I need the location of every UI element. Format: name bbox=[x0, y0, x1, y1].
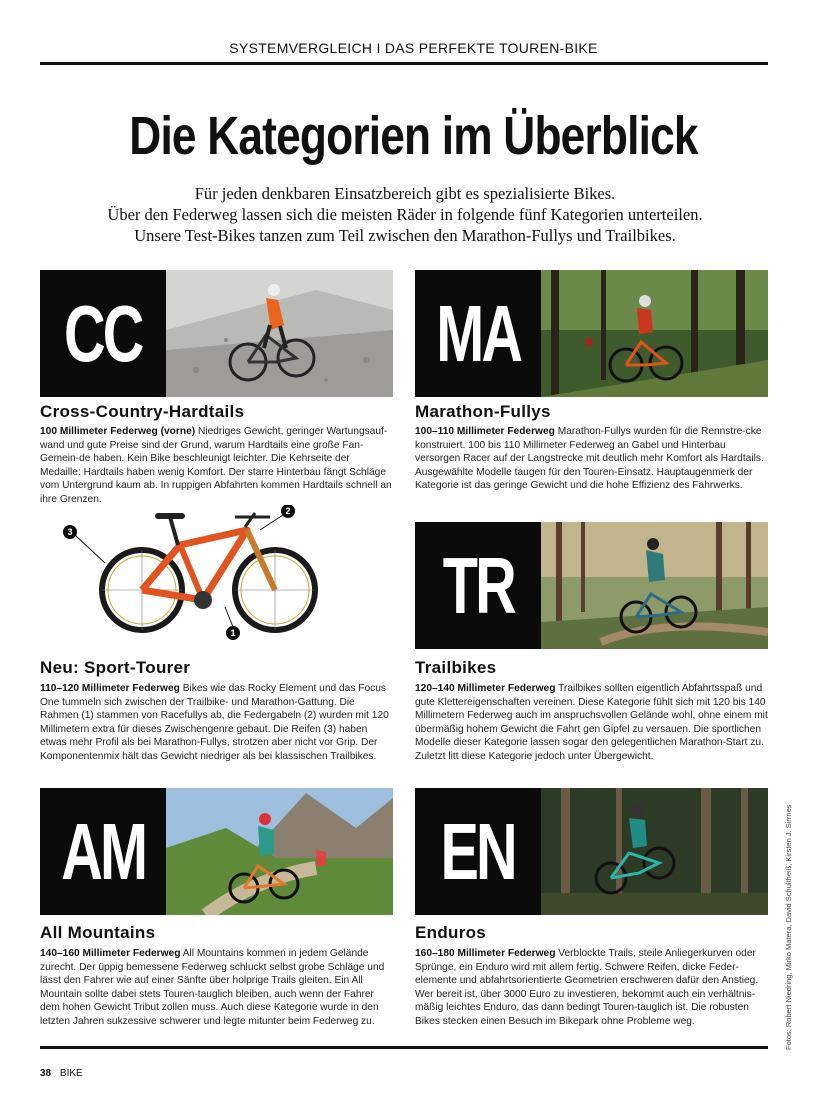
intro-line-1: Für jeden denkbaren Einsatzbereich gibt es spezialisierte Bikes. bbox=[194, 184, 616, 203]
en-image bbox=[415, 788, 768, 915]
en-text: Verblockte Trails, steile Anliegerkurven oder Sprünge, ein Enduro wird mit allem fertig. Schwere Reifen, dicke Feder-elemente und abfahrtsorientierte Geometrien erschweren dafür den Anstieg. Wer bereit ist, über 3000 Euro zu investieren, bekommt auch ein verhältnis-mäßig leichtes Enduro, das dann bedingt Touren-tauglich ist. Die robusten Bikes stecken einen Besuch im Bikepark ohne Probleme weg. bbox=[415, 948, 759, 1027]
section-kicker: SYSTEMVERGLEICH I DAS PERFEKTE TOUREN-BIKE bbox=[229, 40, 598, 56]
cc-photo bbox=[166, 270, 393, 397]
tr-title: Trailbikes bbox=[415, 658, 497, 677]
cc-body bbox=[40, 425, 393, 507]
callout-1-label: 1 bbox=[230, 628, 236, 638]
tr-text: Trailbikes sollten eigentlich Abfahrtsspaß und gute Klettereigenschaften vereinen. Diese Kategorie fühlt sich mit 120 bis 140 Millimetern Federweg auch im anspruchsvollen Gelände wohl, ohne einem mit übermäßig hohem Gewicht die Fahrt gen Gipfel zu versauen. Die sportlichen Modelle dieser Kategorie lassen sogar den gelegentlichen Marathon-Start zu. Zuletzt litt diese Kategorie jedoch unter Übergewicht. bbox=[415, 683, 768, 762]
am-text: All Mountains kommen in jedem Gelände zurecht. Der üppig bemessene Federweg schluckt selbst grobe Schläge und lässt den Fahrer wie auf einer Sänfte über holprige Trails gleiten. Ein All Mountain sollte dabei stets Touren-tauglich bleiben, auch wenn der Fahrer dem hohen Gewicht Tribut zollen muss. Auch diese Kategorie wurde in den letzten Jahren sukzessive schwerer und legte mitunter beim Federweg zu. bbox=[40, 948, 385, 1027]
intro-text bbox=[0, 183, 810, 246]
am-title: All Mountains bbox=[40, 923, 156, 942]
en-code-block bbox=[415, 788, 541, 915]
st-body bbox=[40, 682, 393, 764]
ma-code: MA bbox=[436, 288, 520, 378]
en-photo bbox=[541, 788, 768, 915]
ma-lead: 100–110 Millimeter Federweg bbox=[415, 426, 555, 437]
tr-image bbox=[415, 522, 768, 649]
photo-credits: Fotos: Robert Niedring, Mirko Matera, David Schultheiß, Kirsten J. Sirrnes bbox=[784, 804, 793, 1050]
en-lead: 160–180 Millimeter Federweg bbox=[415, 948, 556, 959]
en-title: Enduros bbox=[415, 923, 487, 942]
callout-2-label: 2 bbox=[285, 506, 291, 516]
magazine-name: BIKE bbox=[59, 1068, 83, 1079]
page-title: Die Kategorien im Überblick bbox=[129, 106, 698, 166]
cc-title: Cross-Country-Hardtails bbox=[40, 402, 245, 421]
cc-image bbox=[40, 270, 393, 397]
am-image bbox=[40, 788, 393, 915]
st-lead: 110–120 Millimeter Federweg bbox=[40, 683, 180, 694]
page-footer bbox=[40, 1068, 83, 1079]
top-divider bbox=[40, 62, 768, 65]
am-lead: 140–160 Millimeter Federweg bbox=[40, 948, 181, 959]
page-number: 38 bbox=[40, 1068, 52, 1079]
ma-photo bbox=[541, 270, 768, 397]
am-photo bbox=[166, 788, 393, 915]
cc-lead: 100 Millimeter Federweg (vorne) bbox=[40, 426, 196, 437]
en-body bbox=[415, 947, 768, 1029]
cc-code-block bbox=[40, 270, 166, 397]
callout-1 bbox=[226, 626, 240, 640]
bottom-divider bbox=[40, 1046, 768, 1049]
cc-code: CC bbox=[64, 288, 142, 378]
tr-body bbox=[415, 682, 768, 764]
ma-code-block bbox=[415, 270, 541, 397]
st-text: Bikes wie das Rocky Element und das Focus One tummeln sich zwischen der Trailbike- und Marathon-Gattung. Die Rahmen (1) stammen von Racefullys ab, die Federgabeln (2) wurden mit 120 Millimetern extra für dieses Zwischengenre gebaut. Die Reifen (3) haben etwas mehr Profil als bei Marathon-Fullys, strotzen aber nicht vor Grip. Der Komponentenmix hält das Gewicht niedriger als bei klassischen Trailbikes. bbox=[40, 683, 389, 762]
cc-text: Niedriges Gewicht, geringer Wartungsauf-wand und gute Preise sind der Grund, warum Hardtails eine große Fan-Gemein-de haben. Kein Bike beschleunigt leichter. Die Kehrseite der Medaille: Hardtails haben wenig Komfort. Der starre Hinterbau fängt Schläge vom Untergrund kaum ab. In ruppigen Abfahrten kommen Hardtails schnell an ihre Grenzen. bbox=[40, 426, 392, 505]
st-title: Neu: Sport-Tourer bbox=[40, 658, 191, 677]
intro-line-2: Über den Federweg lassen sich die meisten Räder in folgende fünf Kategorien unterteilen. bbox=[107, 205, 703, 224]
en-code: EN bbox=[440, 806, 516, 896]
ma-image bbox=[415, 270, 768, 397]
callout-2 bbox=[281, 505, 295, 518]
ma-text: Marathon-Fullys wurden für die Rennstre-cke konstruiert. 100 bis 110 Millimeter Federweg an Gabel und Hinterbau versorgen Racer auf der Langstrecke mit deutlich mehr Komfort als Hardtails. Ausgewählte Modelle taugen für den Touren-Einsatz. Hauptaugenmerk der Kategorie ist das geringe Gewicht und die hohe Effizienz des Fahrwerks. bbox=[415, 426, 764, 492]
am-code: AM bbox=[61, 806, 145, 896]
tr-code-block bbox=[415, 522, 541, 649]
callout-3-label: 3 bbox=[67, 527, 73, 537]
am-body bbox=[40, 947, 393, 1029]
tr-photo bbox=[541, 522, 768, 649]
sport-tourer-bike-illustration bbox=[55, 505, 335, 645]
callout-3 bbox=[63, 525, 77, 539]
ma-title: Marathon-Fullys bbox=[415, 402, 551, 421]
ma-body bbox=[415, 425, 768, 493]
am-code-block bbox=[40, 788, 166, 915]
tr-lead: 120–140 Millimeter Federweg bbox=[415, 683, 556, 694]
intro-line-3: Unsere Test-Bikes tanzen zum Teil zwischen den Marathon-Fullys und Trailbikes. bbox=[134, 226, 676, 245]
tr-code: TR bbox=[442, 540, 514, 630]
